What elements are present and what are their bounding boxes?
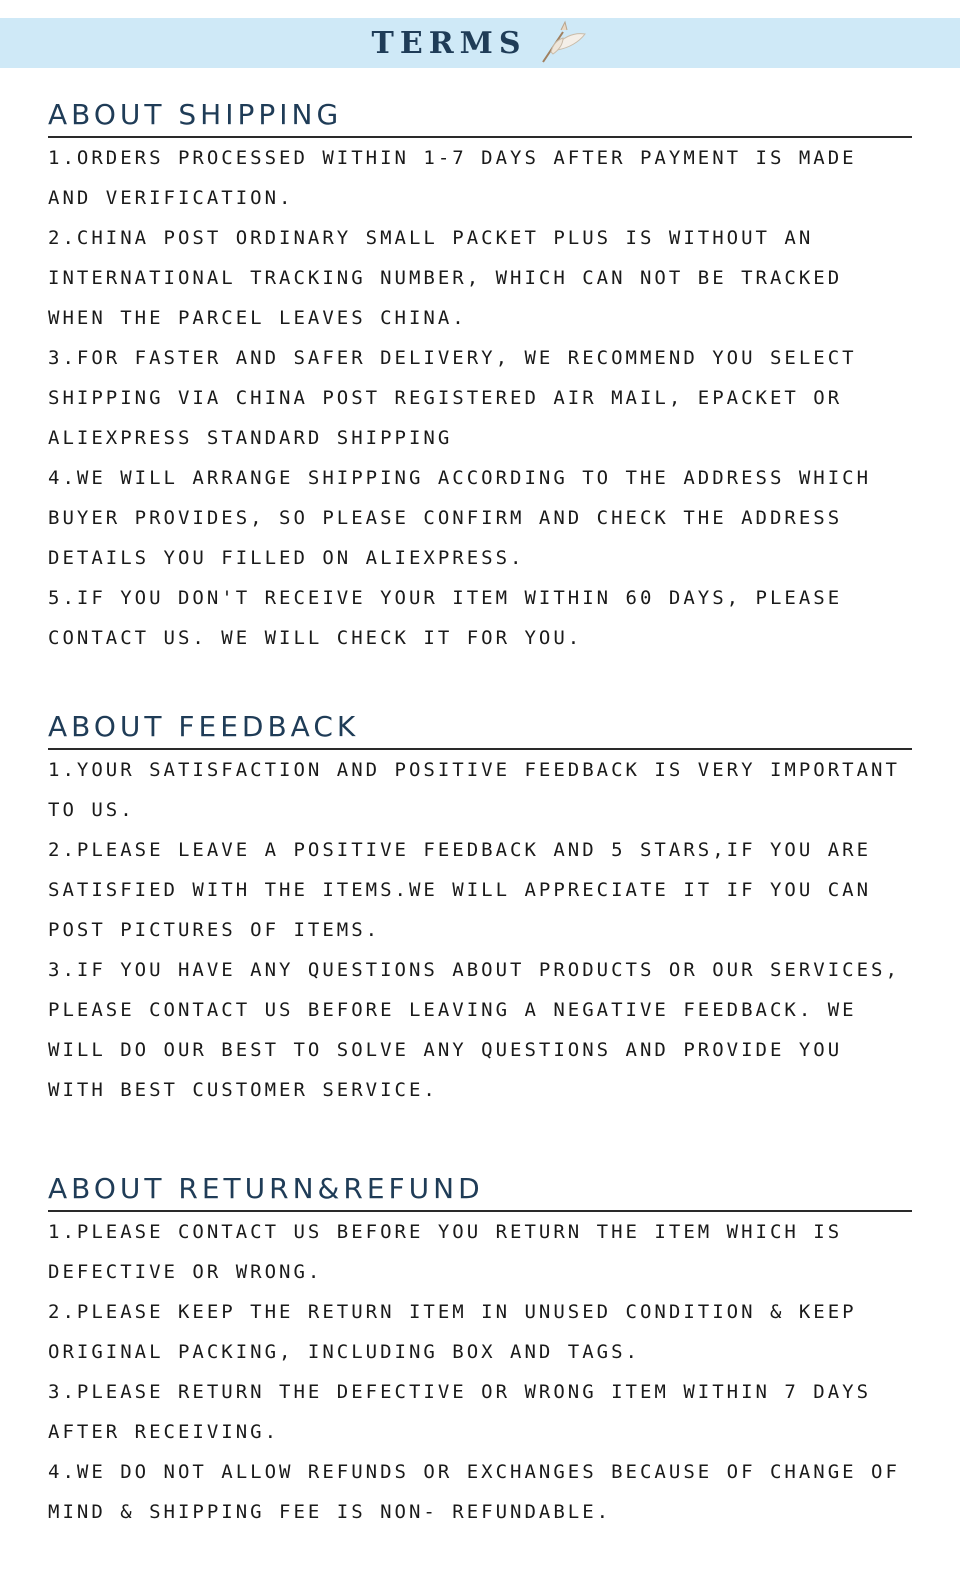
list-item: 3.FOR FASTER AND SAFER DELIVERY, WE RECOMMEND YOU SELECT SHIPPING VIA CHINA POST REGISTERED AIR MAIL, EPACKET OR ALIEXPRESS STANDARD SHIPPING (48, 347, 857, 449)
list-item: 2.CHINA POST ORDINARY SMALL PACKET PLUS IS WITHOUT AN INTERNATIONAL TRACKING NUMBER, WHICH CAN NOT BE TRACKED WHEN THE PARCEL LEAVES CHINA. (48, 227, 843, 329)
list-item: 1.YOUR SATISFACTION AND POSITIVE FEEDBACK IS VERY IMPORTANT TO US. (48, 759, 900, 821)
list-item: 3.PLEASE RETURN THE DEFECTIVE OR WRONG ITEM WITHIN 7 DAYS AFTER RECEIVING. (48, 1381, 872, 1443)
header-banner (0, 18, 960, 68)
list-item: 4.WE DO NOT ALLOW REFUNDS OR EXCHANGES BECAUSE OF CHANGE OF MIND & SHIPPING FEE IS NON- REFUNDABLE. (48, 1461, 900, 1523)
section-feedback (48, 700, 912, 1110)
feather-quill-icon (533, 18, 589, 68)
list-item: 4.WE WILL ARRANGE SHIPPING ACCORDING TO THE ADDRESS WHICH BUYER PROVIDES, SO PLEASE CONFIRM AND CHECK THE ADDRESS DETAILS YOU FILLED ON ALIEXPRESS. (48, 467, 872, 569)
section-shipping (48, 88, 912, 658)
terms-content (48, 88, 912, 1532)
list-item: 3.IF YOU HAVE ANY QUESTIONS ABOUT PRODUCTS OR OUR SERVICES, PLEASE CONTACT US BEFORE LEAVING A NEGATIVE FEEDBACK. WE WILL DO OUR BEST TO SOLVE ANY QUESTIONS AND PROVIDE YOU WITH BEST CUSTOMER SERVICE. (48, 959, 900, 1101)
shipping-list (48, 138, 912, 658)
section-title-return-refund: ABOUT RETURN&REFUND (48, 1162, 912, 1212)
section-return-refund (48, 1162, 912, 1532)
page-title: TERMS (371, 25, 527, 61)
list-item: 2.PLEASE KEEP THE RETURN ITEM IN UNUSED CONDITION & KEEP ORIGINAL PACKING, INCLUDING BOX AND TAGS. (48, 1301, 857, 1363)
list-item: 1.ORDERS PROCESSED WITHIN 1-7 DAYS AFTER PAYMENT IS MADE AND VERIFICATION. (48, 147, 857, 209)
return-refund-list (48, 1212, 912, 1532)
list-item: 1.PLEASE CONTACT US BEFORE YOU RETURN THE ITEM WHICH IS DEFECTIVE OR WRONG. (48, 1221, 843, 1283)
section-title-feedback: ABOUT FEEDBACK (48, 700, 912, 750)
list-item: 5.IF YOU DON'T RECEIVE YOUR ITEM WITHIN 60 DAYS, PLEASE CONTACT US. WE WILL CHECK IT FOR YOU. (48, 587, 843, 649)
list-item: 2.PLEASE LEAVE A POSITIVE FEEDBACK AND 5 STARS,IF YOU ARE SATISFIED WITH THE ITEMS.WE WILL APPRECIATE IT IF YOU CAN POST PICTURES OF ITEMS. (48, 839, 872, 941)
section-title-shipping: ABOUT SHIPPING (48, 88, 912, 138)
feedback-list (48, 750, 912, 1110)
